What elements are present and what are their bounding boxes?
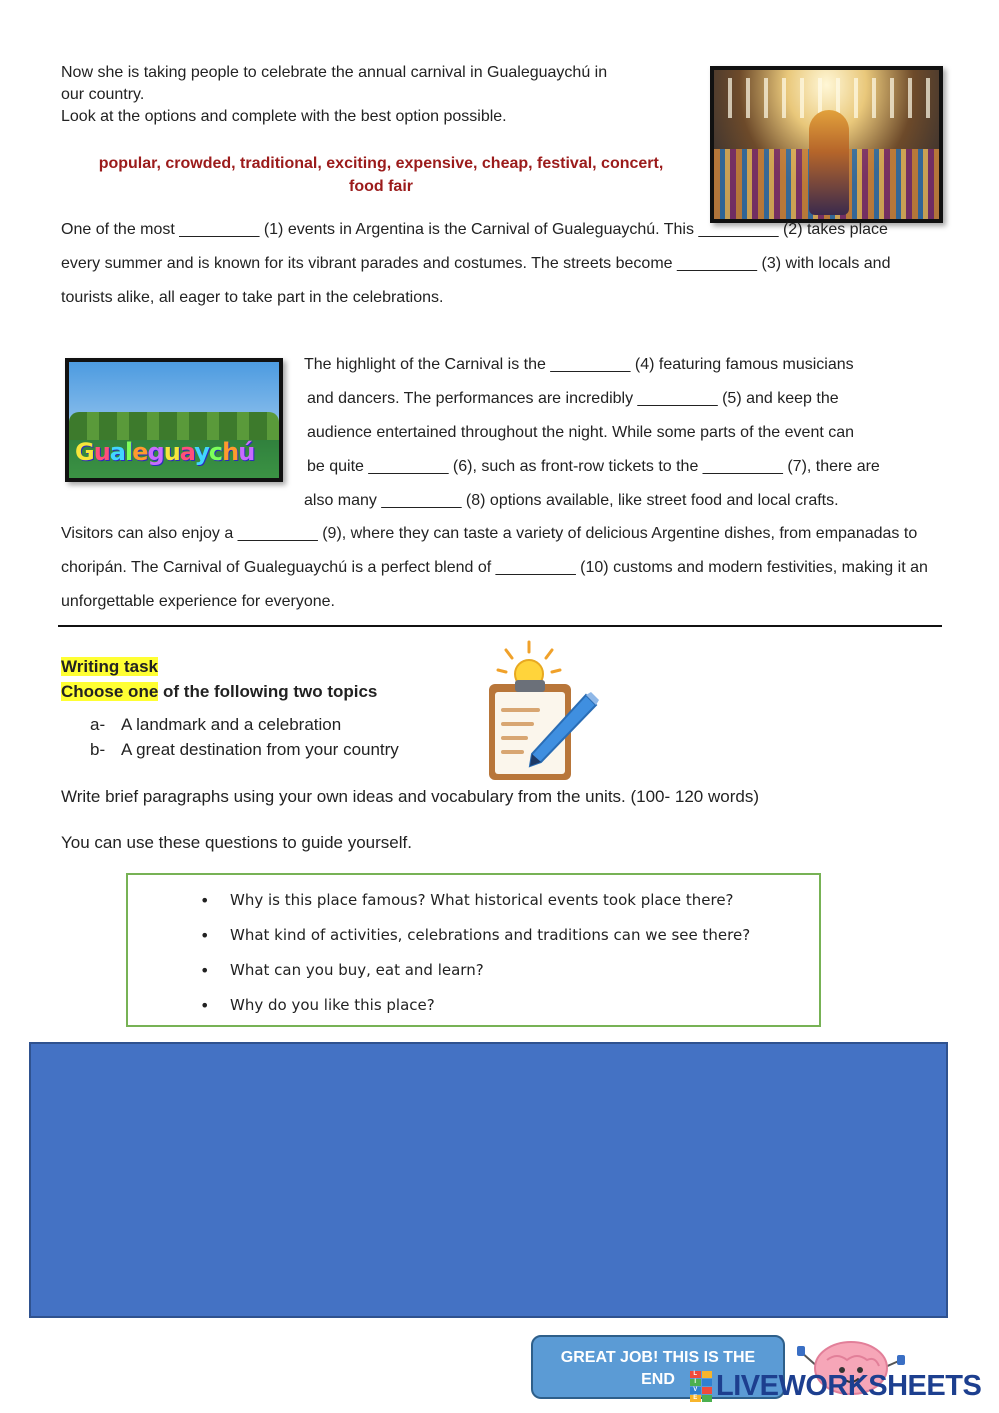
cloze-text: audience entertained throughout the night. While some parts of the event can [307, 424, 855, 441]
sign-letter: ú [238, 438, 255, 466]
sign-letter: e [132, 438, 148, 466]
word-options-line-1: popular, crowded, traditional, exciting, expensive, cheap, festival, concert, [98, 155, 664, 172]
sign-letter: c [208, 438, 223, 466]
guiding-questions-box [126, 873, 821, 1027]
cloze-text: (2) takes place every summer and is known for its vibrant parades and costumes. The streets become [61, 221, 888, 272]
blank-7[interactable]: _________ [702, 458, 783, 475]
word-options [61, 152, 701, 198]
topic-item [90, 737, 399, 762]
choose-one-rest: of the following two topics [158, 682, 378, 701]
choose-one-highlight: Choose one [61, 682, 159, 701]
cloze-paragraph-2 [304, 348, 944, 518]
notepad-pencil-idea-icon [486, 640, 601, 785]
cloze-line [304, 484, 944, 518]
liveworksheets-wordmark: LIVEWORKSHEETS [716, 1369, 982, 1402]
topic-text: A great destination from your country [121, 740, 399, 759]
cloze-text: (1) events in Argentina is the Carnival of Gualeguaychú. This [259, 221, 699, 238]
cloze-text: also many [304, 492, 382, 509]
cloze-text: and dancers. The performances are incredibly [307, 390, 638, 407]
gualeguaychu-sign-photo [65, 358, 283, 482]
intro-line-3: Look at the options and complete with the best option possible. [61, 108, 507, 125]
blank-6[interactable]: _________ [368, 458, 449, 475]
logo-letter: I [690, 1379, 701, 1386]
blank-4[interactable]: _________ [550, 356, 631, 373]
guiding-questions-list [230, 883, 750, 1023]
cloze-text: (7), there are [782, 458, 880, 475]
logo-letter: E [690, 1395, 701, 1402]
logo-letter: V [690, 1387, 701, 1394]
guiding-question: • Why do you like this place? [230, 988, 750, 1023]
sign-letter: G [75, 438, 94, 466]
cloze-text: (4) featuring famous musicians [630, 356, 854, 373]
section-divider [58, 625, 942, 627]
blank-3[interactable]: _________ [676, 255, 758, 272]
logo-letter: L [690, 1371, 701, 1378]
blank-9[interactable]: _________ [237, 525, 318, 542]
cloze-text: The highlight of the Carnival is the [304, 356, 551, 373]
guiding-question: • Why is this place famous? What historical events took place there? [230, 883, 750, 918]
cloze-text: (9), where they can taste a variety of delicious Argentine dishes, from empanadas to choripán. The Carnival of Gualeguaychú is a perfect blend of [61, 525, 918, 576]
topic-list [90, 712, 399, 762]
topic-text: A landmark and a celebration [121, 715, 342, 734]
cloze-text: One of the most [61, 221, 180, 238]
writing-guide-text: You can use these questions to guide yourself. [61, 833, 412, 852]
blank-2[interactable]: _________ [698, 221, 779, 238]
carnival-photo [710, 66, 943, 223]
sign-letter: u [93, 438, 110, 466]
intro-line-1: Now she is taking people to celebrate the annual carnival in Gualeguaychú in [61, 64, 608, 81]
writing-answer-area[interactable] [29, 1042, 948, 1318]
sign-letter: g [147, 438, 164, 466]
sign-letter: l [125, 438, 133, 466]
cloze-paragraph-1 [61, 213, 931, 315]
writing-instruction: Write brief paragraphs using your own ideas and vocabulary from the units. (100- 120 words) [61, 787, 759, 806]
city-sign-text [75, 438, 254, 466]
guiding-question: • What can you buy, eat and learn? [230, 953, 750, 988]
blank-1[interactable]: _________ [179, 221, 260, 238]
cloze-text: Visitors can also enjoy a [61, 525, 238, 542]
lead-dancer [809, 110, 849, 215]
intro-text [61, 62, 701, 128]
blank-8[interactable]: _________ [381, 492, 462, 509]
cloze-text: (8) options available, like street food and local crafts. [461, 492, 839, 509]
topic-marker: b- [90, 740, 106, 759]
sign-letter: a [109, 438, 125, 466]
cloze-text: (6), such as front-row tickets to the [448, 458, 703, 475]
word-options-line-2: food fair [349, 178, 413, 195]
blank-5[interactable]: _________ [637, 390, 718, 407]
cloze-text: (5) and keep the [717, 390, 839, 407]
intro-line-2: our country. [61, 86, 145, 103]
sign-letter: a [179, 438, 195, 466]
sign-letter: y [194, 438, 209, 466]
cloze-text: be quite [307, 458, 369, 475]
cloze-paragraph-3 [61, 517, 941, 619]
cloze-line [304, 416, 944, 450]
cloze-text: (10) customs and modern festivities, making it an unforgettable experience for everyone. [61, 559, 928, 610]
guiding-question: • What kind of activities, celebrations and traditions can we see there? [230, 918, 750, 953]
cloze-line [304, 348, 944, 382]
end-line-1: GREAT JOB! THIS IS THE [560, 1349, 756, 1366]
blank-10[interactable]: _________ [495, 559, 576, 576]
topic-item [90, 712, 399, 737]
topic-marker: a- [90, 715, 106, 734]
cloze-text: (3) with locals and tourists alike, all eager to take part in the celebrations. [61, 255, 891, 306]
sign-letter: h [222, 438, 239, 466]
liveworksheets-logo-icon [690, 1371, 712, 1401]
writing-task-title: Writing task [61, 657, 158, 676]
city-sign-letters [75, 438, 273, 466]
cloze-line [304, 382, 944, 416]
tree-line [69, 412, 279, 440]
sign-letter: u [163, 438, 180, 466]
liveworksheets-brand [690, 1368, 981, 1404]
cloze-line [304, 450, 944, 484]
end-line-2: END [641, 1371, 675, 1388]
writing-task-heading [61, 654, 377, 704]
